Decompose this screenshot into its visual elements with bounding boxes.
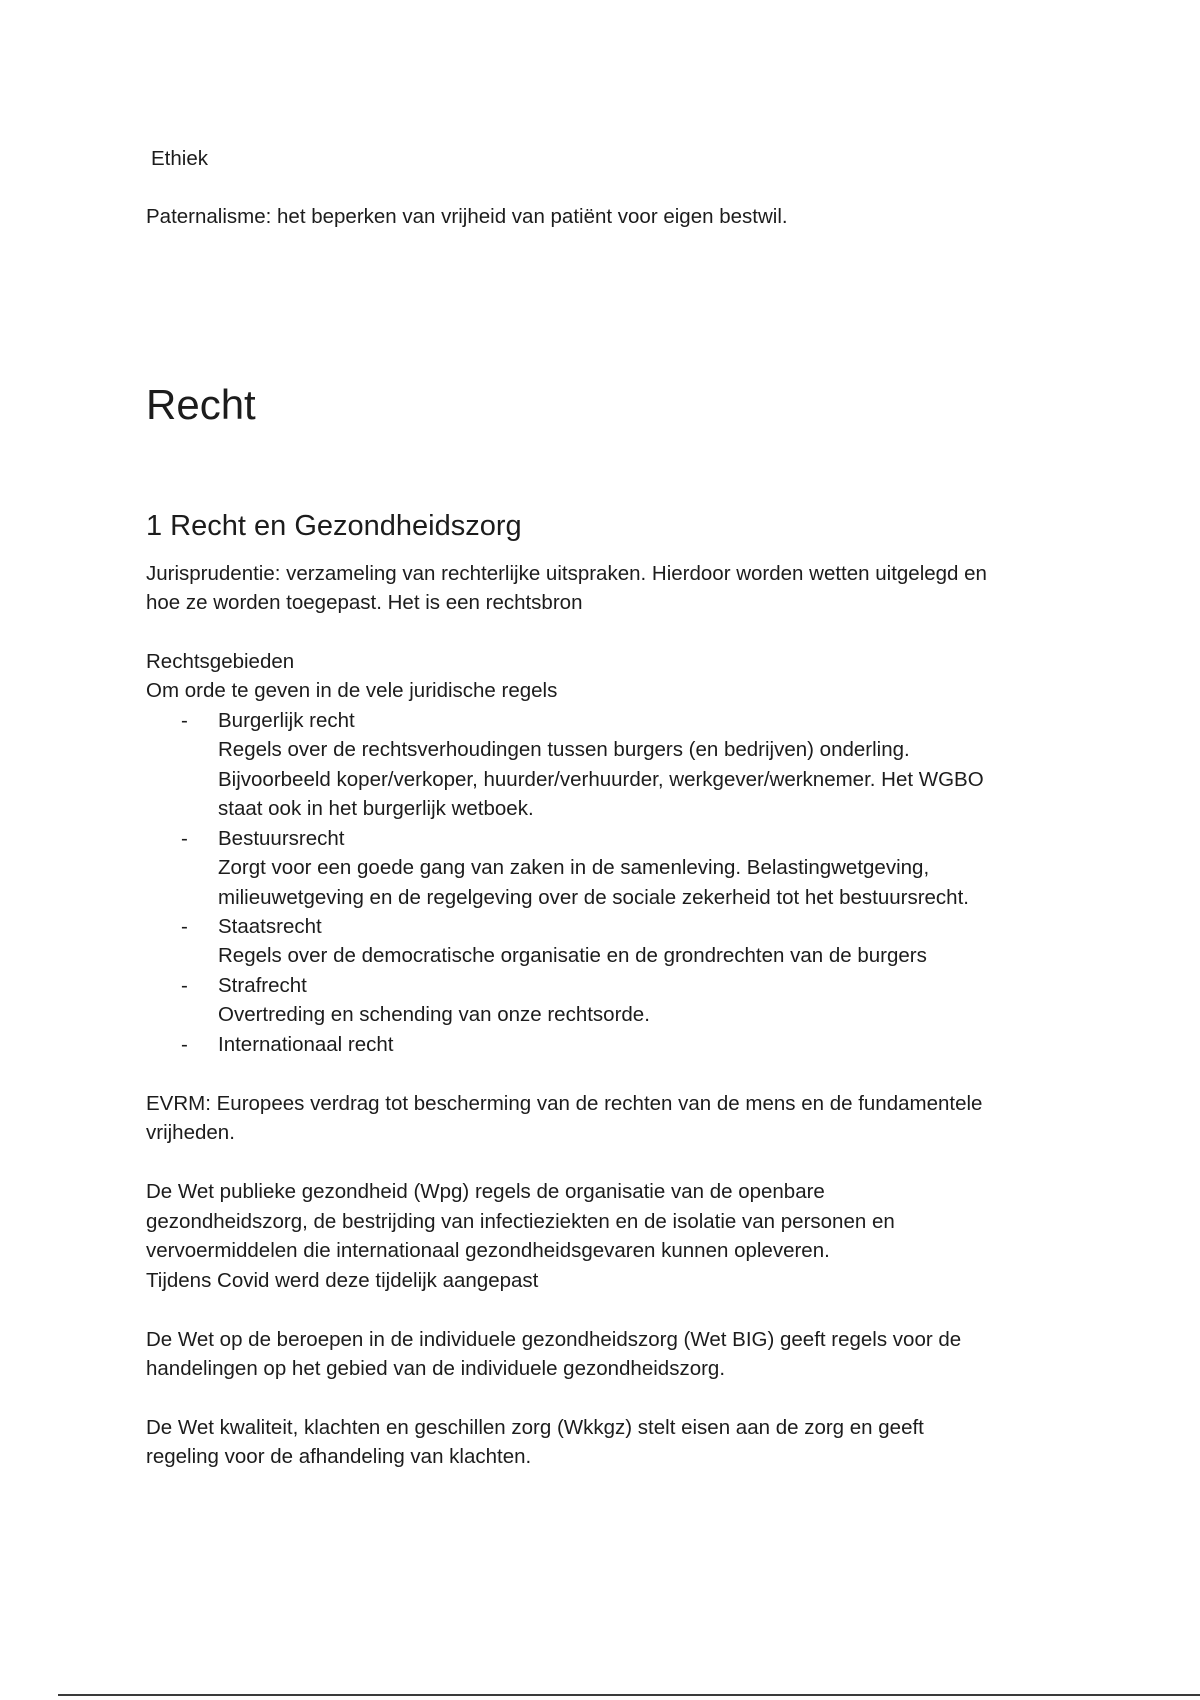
- list-item-label-burgerlijk-recht: Burgerlijk recht: [218, 709, 355, 732]
- wkkgz-line-2: regeling voor de afhandeling van klachten.: [146, 1445, 532, 1468]
- wkkgz-line-1: De Wet kwaliteit, klachten en geschillen zorg (Wkkgz) stelt eisen aan de zorg en geeft: [146, 1416, 924, 1439]
- list-marker: -: [181, 709, 188, 732]
- recht-heading: Recht: [146, 381, 256, 428]
- list-item-text: Overtreding en schending van onze rechtsorde.: [218, 1003, 650, 1026]
- jurisprudentie-line-2: hoe ze worden toegepast. Het is een rechtsbron: [146, 591, 583, 614]
- list-item-text: Bijvoorbeeld koper/verkoper, huurder/verhuurder, werkgever/werknemer. Het WGBO: [218, 768, 984, 791]
- rechtsgebieden-intro: Om orde te geven in de vele juridische regels: [146, 679, 558, 702]
- list-item-text: Regels over de rechtsverhoudingen tussen burgers (en bedrijven) onderling.: [218, 738, 910, 761]
- list-item-text: staat ook in het burgerlijk wetboek.: [218, 797, 534, 820]
- page-bottom-divider: [58, 1694, 1200, 1696]
- wpg-line-3: vervoermiddelen die internationaal gezondheidsgevaren kunnen opleveren.: [146, 1239, 830, 1262]
- list-marker: -: [181, 1033, 188, 1056]
- wet-big-line-2: handelingen op het gebied van de individuele gezondheidszorg.: [146, 1357, 726, 1380]
- list-marker: -: [181, 915, 188, 938]
- wpg-line-2: gezondheidszorg, de bestrijding van infectieziekten en de isolatie van personen en: [146, 1210, 895, 1233]
- list-item-text: milieuwetgeving en de regelgeving over de sociale zekerheid tot het bestuursrecht.: [218, 886, 969, 909]
- jurisprudentie-line-1: Jurisprudentie: verzameling van rechterlijke uitspraken. Hierdoor worden wetten uitgelegd en: [146, 562, 987, 585]
- ethiek-title: Ethiek: [151, 147, 208, 170]
- list-item-label-internationaal-recht: Internationaal recht: [218, 1033, 394, 1056]
- paternalisme-definition: Paternalisme: het beperken van vrijheid van patiënt voor eigen bestwil.: [146, 205, 788, 228]
- list-marker: -: [181, 827, 188, 850]
- evrm-line-2: vrijheden.: [146, 1121, 235, 1144]
- list-marker: -: [181, 974, 188, 997]
- list-item-label-strafrecht: Strafrecht: [218, 974, 307, 997]
- wet-big-line-1: De Wet op de beroepen in de individuele gezondheidszorg (Wet BIG) geeft regels voor de: [146, 1328, 962, 1351]
- wpg-line-1: De Wet publieke gezondheid (Wpg) regels de organisatie van de openbare: [146, 1180, 825, 1203]
- list-item-text: Regels over de democratische organisatie en de grondrechten van de burgers: [218, 944, 927, 967]
- wpg-line-4: Tijdens Covid werd deze tijdelijk aangepast: [146, 1269, 539, 1292]
- recht-en-gezondheidszorg-heading: 1 Recht en Gezondheidszorg: [146, 510, 522, 542]
- evrm-line-1: EVRM: Europees verdrag tot bescherming van de rechten van de mens en de fundamentele: [146, 1092, 983, 1115]
- rechtsgebieden-title: Rechtsgebieden: [146, 650, 295, 673]
- list-item-label-bestuursrecht: Bestuursrecht: [218, 827, 345, 850]
- list-item-label-staatsrecht: Staatsrecht: [218, 915, 322, 938]
- list-item-text: Zorgt voor een goede gang van zaken in de samenleving. Belastingwetgeving,: [218, 856, 930, 879]
